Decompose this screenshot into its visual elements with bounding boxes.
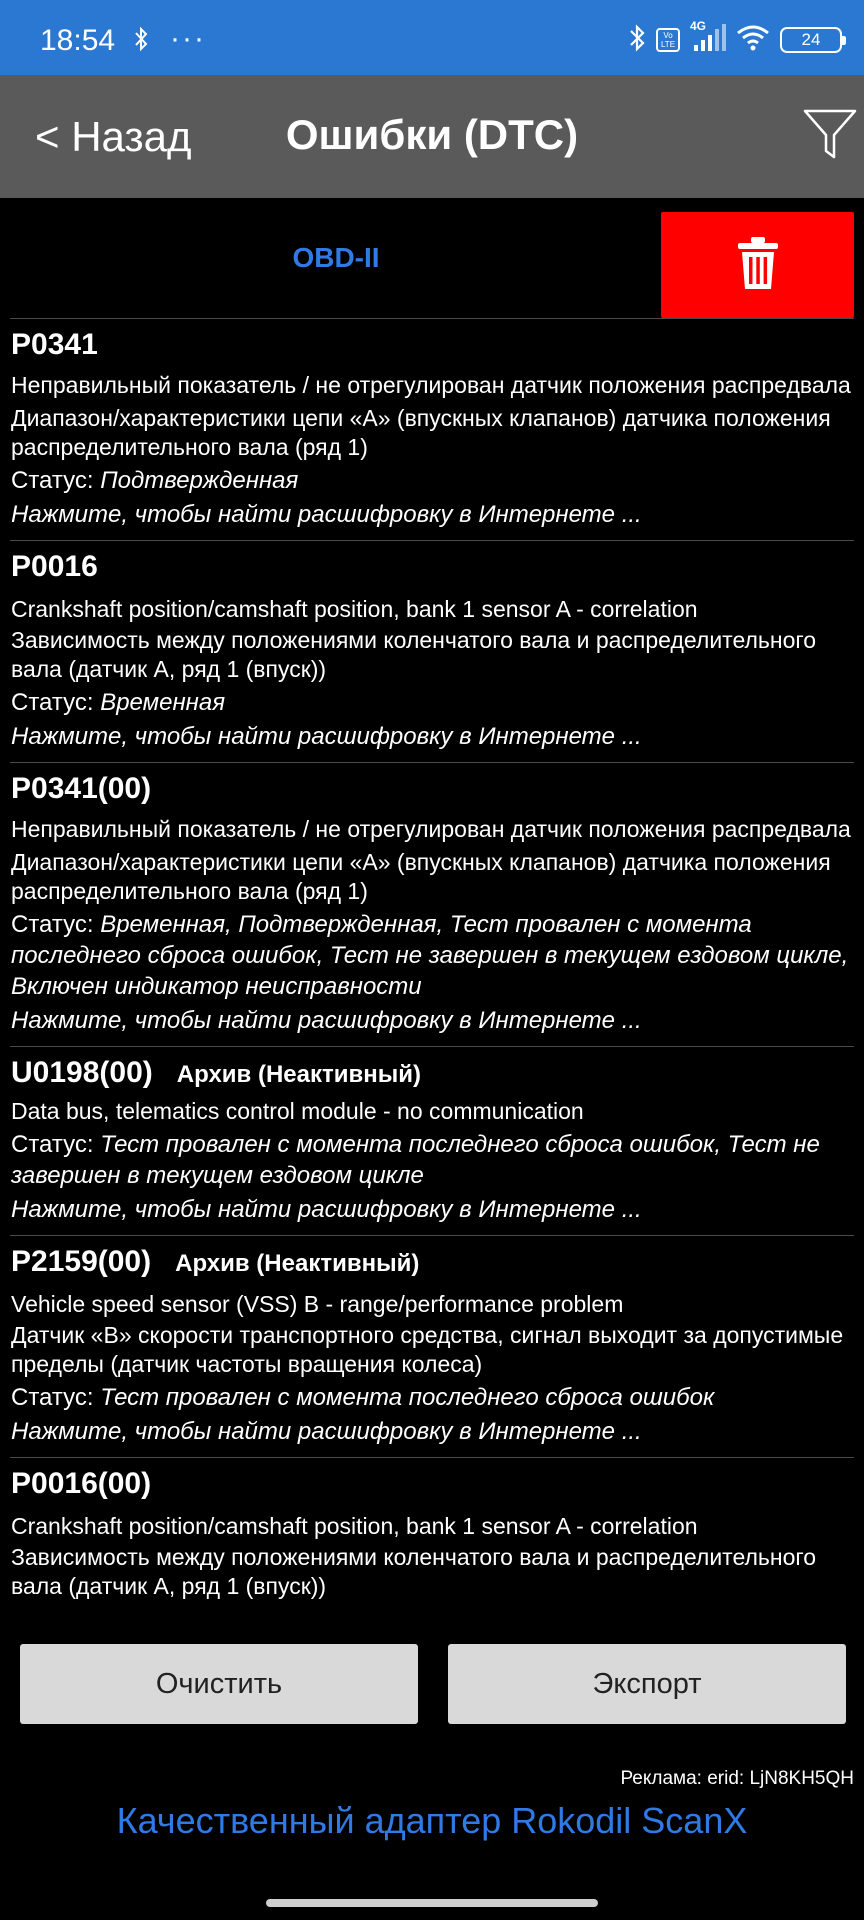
dtc-status [11, 1382, 854, 1413]
filter-icon[interactable] [802, 107, 858, 168]
dtc-description-secondary: Датчик «B» скорости транспортного средства, сигнал выходит за допустимые пределы (датчик частоты вращения колеса) [11, 1322, 844, 1377]
dtc-item[interactable] [10, 318, 854, 540]
archive-badge: Архив (Неактивный) [175, 1250, 420, 1277]
dtc-header [11, 1462, 854, 1506]
dtc-status [11, 465, 854, 496]
dtc-status [11, 687, 854, 718]
protocol-label[interactable]: OBD-II [292, 242, 380, 273]
back-button[interactable]: < Назад [35, 113, 192, 160]
dtc-code: U0198(00) [11, 1056, 153, 1089]
status-label: Статус: [11, 1384, 101, 1411]
search-online-link[interactable]: Нажмите, чтобы найти расшифровку в Интернете ... [11, 1007, 642, 1034]
trash-icon [736, 235, 780, 296]
dtc-item[interactable] [10, 1046, 854, 1235]
dtc-list[interactable] [0, 318, 864, 1606]
dtc-header [11, 323, 854, 367]
status-label: Статус: [11, 911, 101, 938]
ad-link[interactable]: Качественный адаптер Rokodil ScanX [116, 1800, 748, 1841]
dtc-description-primary: Crankshaft position/camshaft position, bank 1 sensor A - correlation [11, 1513, 698, 1539]
dtc-status [11, 909, 854, 1002]
status-value: Временная, Подтвержденная, Тест провален с момента последнего сброса ошибок, Тест не завершен в текущем ездовом цикле, Включен индикатор неисправности [11, 911, 849, 1000]
clock: 18:54 [40, 24, 116, 57]
status-value: Временная [100, 689, 226, 716]
dtc-description-secondary: Диапазон/характеристики цепи «A» (впускных клапанов) датчика положения распределительного вала (ряд 1) [11, 405, 831, 460]
status-label: Статус: [11, 1131, 101, 1158]
dtc-item[interactable] [10, 762, 854, 1046]
dtc-description-secondary: Зависимость между положениями коленчатого вала и распределительного вала (датчик A, ряд 1 (впуск)) [11, 627, 817, 682]
volte-icon: Vo LTE [656, 28, 680, 52]
dtc-description-primary: Неправильный показатель / не отрегулирован датчик положения распредвала [11, 816, 851, 842]
dtc-code: P2159(00) [11, 1245, 152, 1278]
search-online-link[interactable]: Нажмите, чтобы найти расшифровку в Интернете ... [11, 723, 642, 750]
status-value: Тест провален с момента последнего сброса ошибок, Тест не завершен в текущем ездовом цикле [11, 1131, 820, 1189]
status-label: Статус: [11, 689, 101, 716]
dtc-header [11, 1240, 854, 1284]
battery-icon [780, 27, 842, 53]
search-online-link[interactable]: Нажмите, чтобы найти расшифровку в Интернете ... [11, 501, 642, 528]
dtc-description-secondary: Зависимость между положениями коленчатого вала и распределительного вала (датчик A, ряд 1 (впуск)) [11, 1544, 817, 1599]
dtc-header [11, 1051, 854, 1095]
dtc-code: P0016(00) [11, 1467, 152, 1500]
more-notifications-icon: ··· [170, 22, 206, 55]
search-online-link[interactable]: Нажмите, чтобы найти расшифровку в Интернете ... [11, 1418, 642, 1445]
status-value: Подтвержденная [100, 467, 299, 494]
dtc-description-primary: Vehicle speed sensor (VSS) B - range/performance problem [11, 1291, 624, 1317]
status-icons [628, 20, 842, 60]
export-button[interactable]: Экспорт [448, 1644, 846, 1724]
ad-label: Реклама: erid: LjN8KH5QH [620, 1768, 854, 1789]
dtc-description-primary: Неправильный показатель / не отрегулирован датчик положения распредвала [11, 372, 851, 398]
clear-button[interactable]: Очистить [20, 1644, 418, 1724]
page-title: Ошибки (DTC) [285, 111, 579, 158]
app-header [0, 75, 864, 198]
dtc-item[interactable] [10, 540, 854, 762]
dtc-item[interactable] [10, 1235, 854, 1457]
archive-badge: Архив (Неактивный) [176, 1061, 421, 1088]
dtc-header [11, 545, 854, 589]
battery-level: 24 [801, 30, 821, 49]
dtc-description-secondary: Диапазон/характеристики цепи «A» (впускных клапанов) датчика положения распределительного вала (ряд 1) [11, 849, 831, 904]
search-online-link[interactable]: Нажмите, чтобы найти расшифровку в Интернете ... [11, 1196, 642, 1223]
network-type: 4G [690, 18, 707, 33]
dtc-header [11, 767, 854, 811]
dtc-code: P0341(00) [11, 772, 152, 805]
delete-button[interactable] [661, 212, 854, 318]
wifi-icon [736, 24, 770, 57]
dtc-code: P0016 [11, 550, 98, 583]
dtc-item[interactable] [10, 1457, 854, 1606]
status-bar [0, 0, 864, 75]
bluetooth-icon [628, 23, 646, 58]
bluetooth-icon [133, 26, 149, 57]
home-indicator[interactable] [266, 1899, 598, 1907]
cellular-signal-icon [690, 18, 726, 58]
dtc-description-primary: Data bus, telematics control module - no communication [11, 1098, 584, 1124]
dtc-code: P0341 [11, 328, 98, 361]
dtc-description-primary: Crankshaft position/camshaft position, bank 1 sensor A - correlation [11, 596, 698, 622]
status-label: Статус: [11, 467, 101, 494]
status-value: Тест провален с момента последнего сброса ошибок [100, 1384, 715, 1411]
dtc-status [11, 1129, 854, 1191]
